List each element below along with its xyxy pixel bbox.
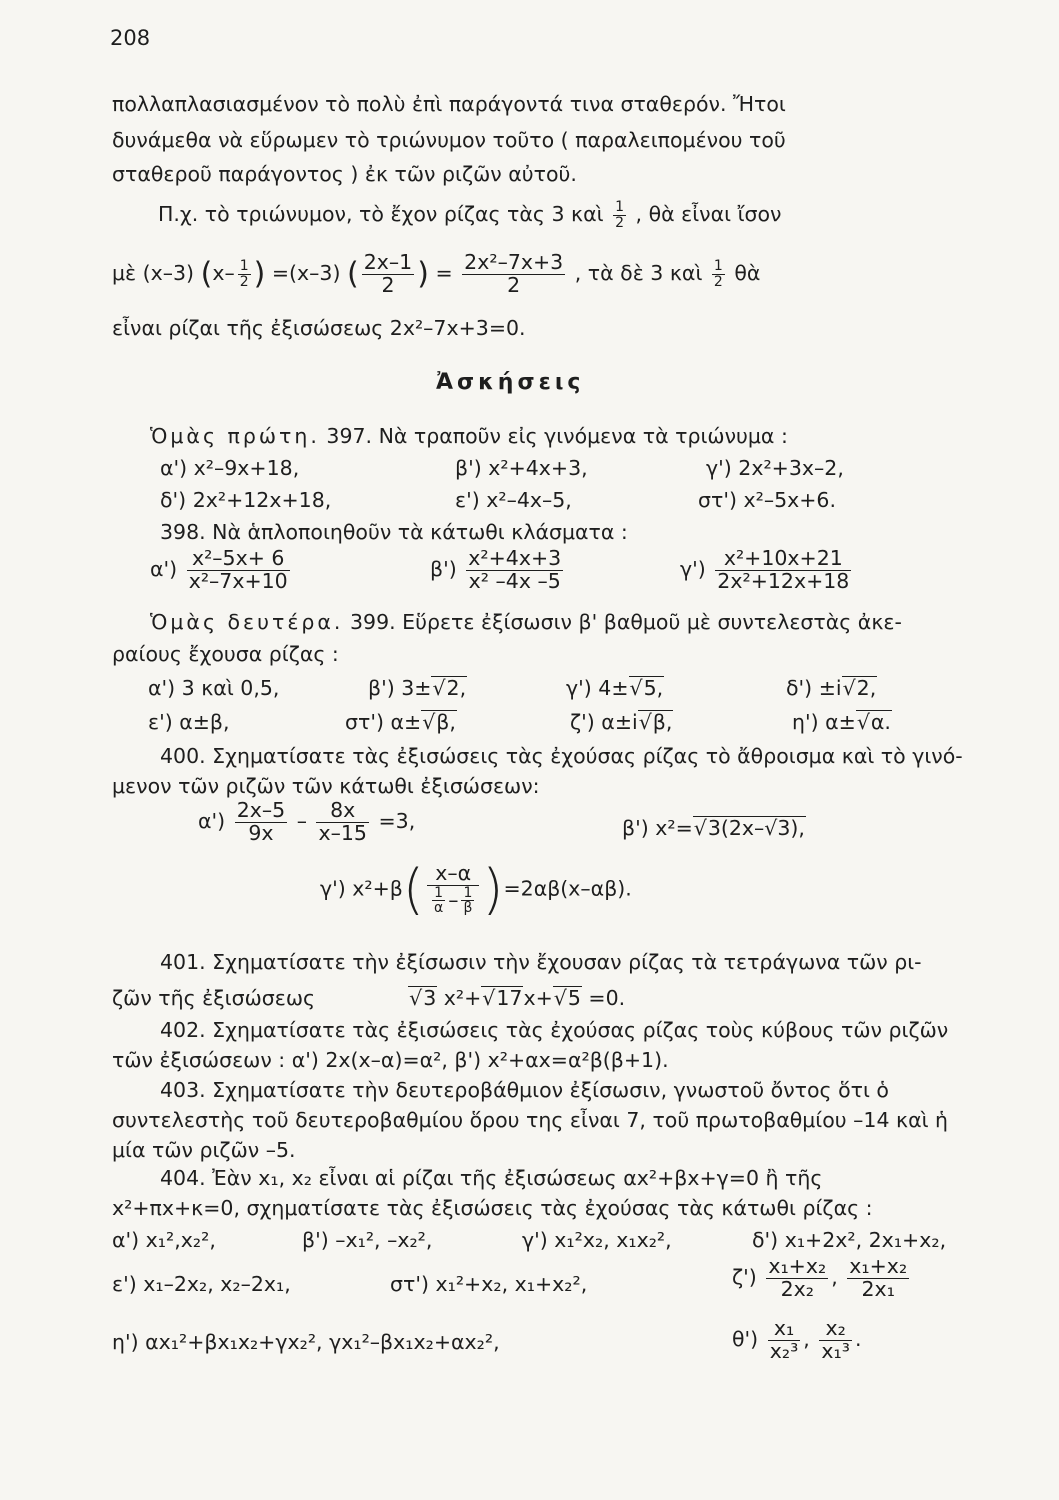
eq-b: β') x²=√ 3(2x–√3), — [622, 816, 806, 841]
group1-header — [150, 424, 788, 448]
pair-f: στ') x₁²+x₂, x₁+x₂², — [390, 1272, 588, 1296]
pair-i-frac1: $\frac{\text{x₁}}{\text{x₂³}}$ — [769, 1316, 799, 1363]
intro-line-3: σταθεροῦ παράγοντος ) ἐκ τῶν ριζῶν αὐτοῦ. — [112, 162, 577, 186]
section-title: Ἀσκήσεις — [436, 370, 585, 395]
group2-label: Ὁμὰς δευτέρα. — [150, 610, 344, 634]
ex397-a: α') x²–9x+18, — [160, 456, 300, 480]
root-d: δ') ±i√ 2, — [786, 676, 877, 701]
ex398-b — [430, 548, 566, 592]
line5-mid: =(x–3) — [271, 261, 341, 286]
root-b: β') 3±√ 2, — [368, 676, 467, 701]
ex398-a-label: α') — [150, 557, 178, 582]
root-f: στ') α±√ β, — [345, 710, 457, 735]
pair-g-frac1: $\frac{\text{x₁+x₂}}{\text{2x₂}}$ — [768, 1254, 827, 1301]
pair-g-frac2: $\frac{\text{x₁+x₂}}{\text{2x₁}}$ — [849, 1254, 908, 1301]
ex400-line1: 400. Σχηματίσατε τὰς ἐξισώσεις τὰς ἐχούσας ρίζας τὸ ἄθροισμα καὶ τὸ γινό- — [160, 744, 963, 768]
root-g: ζ') α±i√ β, — [570, 710, 673, 735]
ex397-c: γ') 2x²+3x–2, — [706, 456, 844, 480]
eq-c-denominator: $\frac{1}{\alpha}$ – $\frac{1}{\beta}$ — [433, 884, 473, 917]
ex403-line3: μία τῶν ριζῶν –5. — [112, 1138, 296, 1162]
ex400-line2: μενον τῶν ριζῶν τῶν κάτωθι ἐξισώσεων: — [112, 774, 540, 798]
intro-line-4-pre: Π.χ. τὸ τριώνυμον, τὸ ἔχον ρίζας τὰς 3 καὶ — [158, 202, 604, 227]
root-e: ε') α±β, — [148, 710, 230, 734]
pair-b: β') –x₁², –x₂², — [302, 1228, 433, 1252]
paren-open-2: ( — [347, 256, 359, 292]
ex404-line1: 404. Ἐὰν x₁, x₂ εἶναι αἱ ρίζαι τῆς ἐξισώσεως αx²+βx+γ=0 ἢ τῆς — [160, 1166, 823, 1190]
eq-a-frac2: $\frac{8x}{x-15}$ — [318, 798, 367, 845]
ex401-line1: 401. Σχηματίσατε τὴν ἐξίσωσιν τὴν ἔχουσαν ρίζας τὰ τετράγωνα τῶν ρι- — [160, 950, 922, 974]
line5-post2: θὰ — [734, 261, 761, 286]
group2-header — [150, 610, 902, 634]
big-paren-open: ( — [402, 858, 424, 921]
ex398-c-fraction: $\frac{\text{x²+10x+21}}{\text{2x²+12x+18}}$ — [717, 546, 850, 593]
pair-d: δ') x₁+2x², 2x₁+x₂, — [752, 1228, 947, 1252]
pair-i: θ') $\frac{\text{x₁}}{\text{x₂³}}$ , $\frac{\text{x₂}}{\text{x₁³}}$ . — [732, 1316, 862, 1363]
ex398-a-fraction: $\frac{\text{x²–5x+ 6}}{\text{x²–7x+10}}$ — [188, 546, 288, 593]
line5-half-2: $\frac{1}{2}$ — [713, 257, 723, 290]
pair-g: ζ') $\frac{\text{x₁+x₂}}{\text{2x₂}}$ , $\frac{\text{x₁+x₂}}{\text{2x₁}}$ — [732, 1254, 908, 1301]
eq-a: α') $\frac{2x-5}{9x}$ – $\frac{8x}{x-15}$ =3, — [198, 798, 416, 845]
ex402-line1: 402. Σχηματίσατε τὰς ἐξισώσεις τὰς ἐχούσας ρίζας τοὺς κύβους τῶν ριζῶν — [160, 1018, 949, 1042]
root-a: α') 3 καὶ 0,5, — [148, 676, 280, 700]
pair-e: ε') x₁–2x₂, x₂–2x₁, — [112, 1272, 291, 1296]
paren-close: ) — [253, 256, 266, 292]
ex398-text: 398. Νὰ ἁπλοποιηθοῦν τὰ κάτωθι κλάσματα : — [160, 520, 628, 544]
ex403-line2: συντελεστὴς τοῦ δευτεροβαθμίου ὅρου της εἶναι 7, τοῦ πρωτοβαθμίου –14 καὶ ἡ — [112, 1108, 949, 1132]
line5-frac2: $\frac{2x-1}{2}$ — [363, 250, 413, 297]
ex398-c-label: γ') — [680, 557, 706, 582]
ex398-a — [150, 548, 293, 592]
eq-c: γ') x²+β( x–α $\frac{1}{\alpha}$ – $\frac{1}{\beta}$ )=2αβ(x–αβ). — [320, 858, 632, 921]
ex397-e: ε') x²–4x–5, — [455, 488, 572, 512]
ex397-b: β') x²+4x+3, — [455, 456, 588, 480]
intro-line-6: εἶναι ρίζαι τῆς ἐξισώσεως 2x²–7x+3=0. — [112, 316, 526, 340]
ex398-b-fraction: $\frac{\text{x²+4x+3}}{\text{x² –4x –5}}$ — [468, 546, 562, 593]
intro-line-5 — [112, 252, 760, 296]
line5-post: , τὰ δὲ 3 καὶ — [574, 261, 703, 286]
big-paren-close: ) — [482, 858, 504, 921]
pair-h: η') αx₁²+βx₁x₂+γx₂², γx₁²–βx₁x₂+αx₂², — [112, 1330, 500, 1354]
root-h: η') α±√ α. — [792, 710, 892, 735]
intro-line-4 — [158, 200, 782, 230]
intro-line-4-post: , θὰ εἶναι ἴσον — [635, 202, 782, 227]
ex401-line2: ζῶν τῆς ἐξισώσεως √ 3 x²+√ 17x+√ 5 =0. — [112, 986, 625, 1011]
ex398-b-label: β') — [430, 557, 457, 582]
ex397-f: στ') x²–5x+6. — [698, 488, 836, 512]
ex398-c — [680, 548, 854, 592]
line5-half: $\frac{1}{2}$ — [239, 257, 249, 290]
ex404-line2: x²+πx+κ=0, σχηματίσατε τὰς ἐξισώσεις τὰς ἐχούσας τὰς κάτωθι ρίζας : — [112, 1196, 873, 1220]
intro-line-2: δυνάμεθα νὰ εὕρωμεν τὸ τριώνυμον τοῦτο ( παραλειπομένου τοῦ — [112, 128, 786, 152]
eq-a-frac1: $\frac{2x-5}{9x}$ — [236, 798, 286, 845]
ex402-line2: τῶν ἐξισώσεων : α') 2x(x–α)=α², β') x²+αx=α²β(β+1). — [112, 1048, 669, 1072]
paren-open: ( — [200, 256, 213, 292]
line5-frac3: $\frac{\text{2x²–7x+3}}{2}$ — [464, 250, 564, 297]
line5-x-minus: x– — [212, 261, 235, 286]
intro-line-1: πολλαπλασιασμένον τὸ πολὺ ἐπὶ παράγοντά τινα σταθερόν. Ἤτοι — [112, 92, 786, 116]
page-number: 208 — [110, 26, 151, 50]
group1-label: Ὁμὰς πρώτη. — [150, 424, 320, 448]
paren-close-2: ) — [417, 256, 429, 292]
ex399-line1: 399. Εὕρετε ἐξίσωσιν β' βαθμοῦ μὲ συντελεστὰς ἀκε- — [349, 610, 902, 634]
half-fraction: $\frac{1}{2}$ — [615, 199, 624, 231]
root-c: γ') 4±√ 5, — [566, 676, 664, 701]
pair-a: α') x₁²,x₂², — [112, 1228, 216, 1252]
ex403-line1: 403. Σχηματίσατε τὴν δευτεροβάθμιον ἐξίσωσιν, γνωστοῦ ὄντος ὅτι ὁ — [160, 1078, 889, 1102]
ex399-line2: ραίους ἔχουσα ρίζας : — [112, 642, 339, 666]
eq-c-frac: x–α $\frac{1}{\alpha}$ – $\frac{1}{\beta}$ — [427, 863, 479, 916]
pair-c: γ') x₁²x₂, x₁x₂², — [522, 1228, 672, 1252]
ex397-d: δ') 2x²+12x+18, — [160, 488, 332, 512]
ex397-text: 397. Νὰ τραποῦν εἰς γινόμενα τὰ τριώνυμα : — [326, 424, 788, 448]
pair-i-frac2: $\frac{\text{x₂}}{\text{x₁³}}$ — [821, 1316, 850, 1363]
line5-eq: = — [435, 261, 453, 286]
line5-pre: μὲ (x–3) — [112, 261, 195, 286]
